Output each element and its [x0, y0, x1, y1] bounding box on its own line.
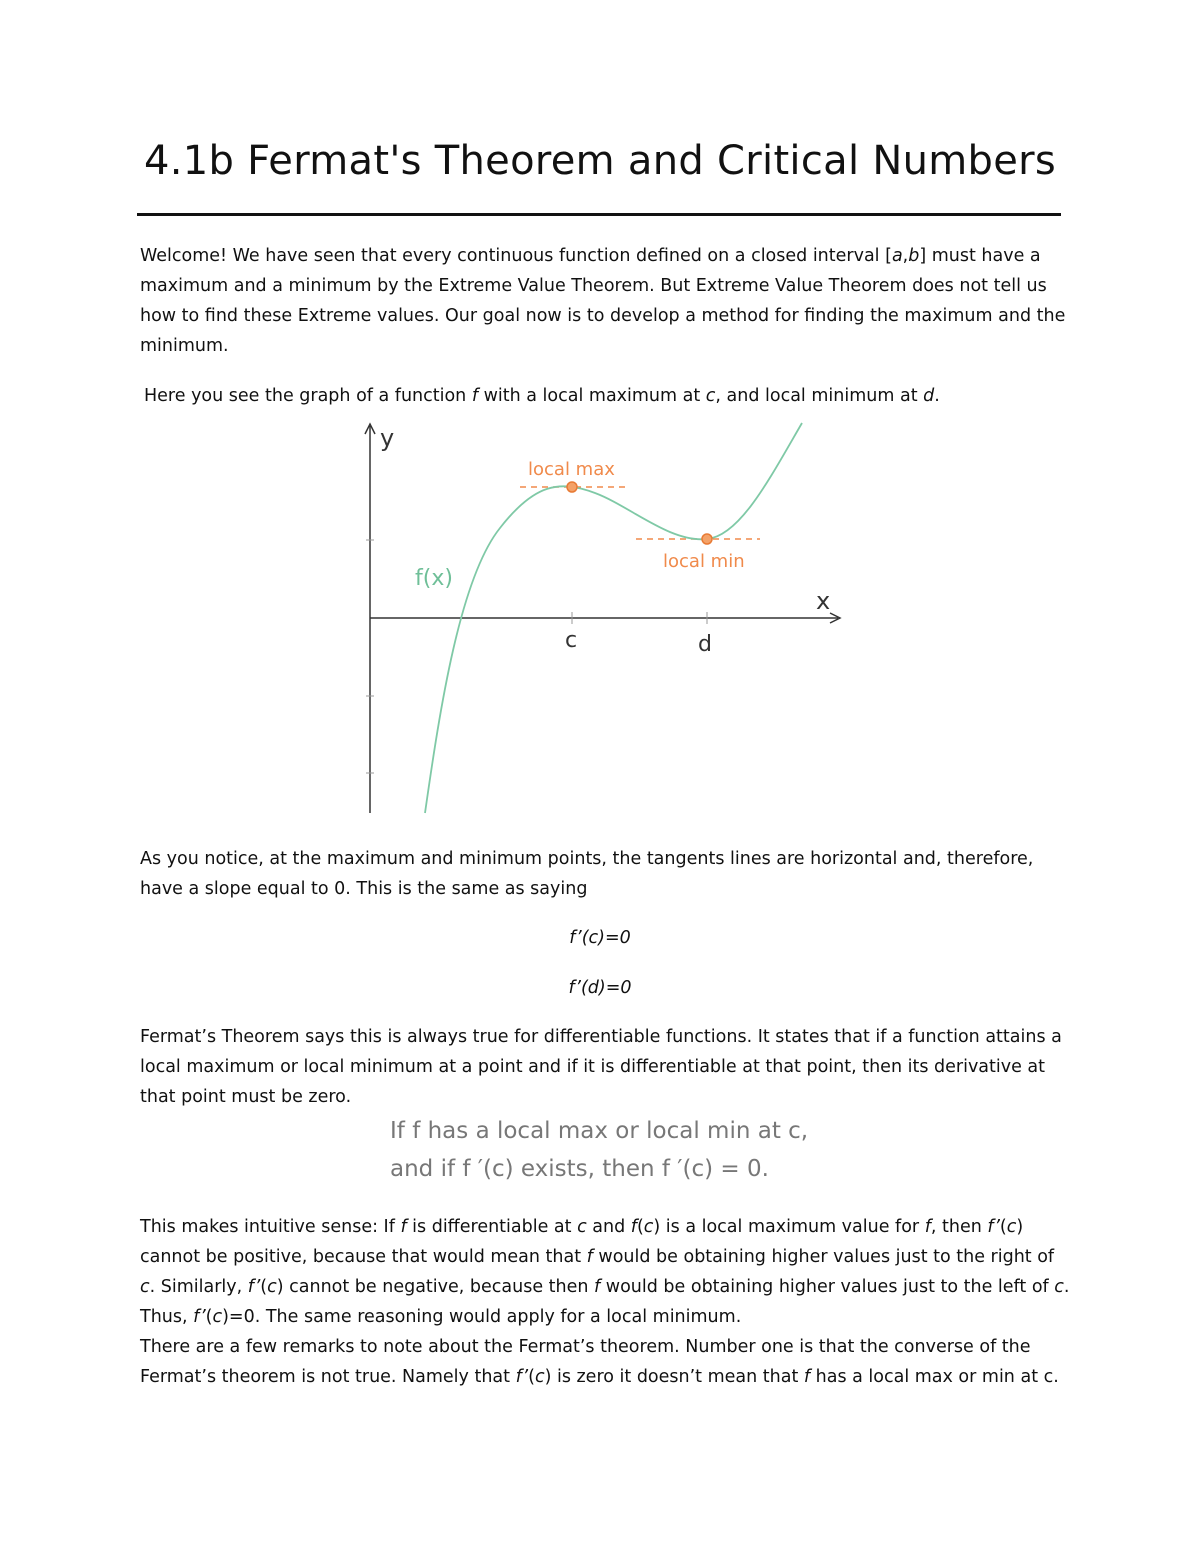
c-label: c: [565, 628, 578, 653]
theorem-line-2: and if f ′(c) exists, then f ′(c) = 0.: [390, 1156, 769, 1182]
local-max-point: [567, 482, 577, 492]
theorem-statement: [390, 1112, 890, 1188]
graph-caption: Here you see the graph of a function f with a local maximum at c, and local minimum at d.: [144, 386, 940, 406]
fermat-paragraph: Fermat’s Theorem says this is always true for differentiable functions. It states that if a function attains a local maximum or local minimum at a point and if it is differentiable at that point, then its derivative at that point must be zero.: [140, 1027, 1062, 1107]
x-axis-label: x: [816, 587, 831, 615]
intuition-paragraph: This makes intuitive sense: If f is differentiable at c and f(c) is a local maximum value for f, then f’(c) cannot be positive, because that would mean that f would be obtaining higher values just to the right of c. Similarly, f’(c) cannot be negative, because then f would be obtaining higher values just to the left of c. Thus, f’(c)=0. The same reasoning would apply for a local minimum.: [140, 1217, 1070, 1327]
equation-c: f’(c)=0: [569, 928, 631, 948]
d-label: d: [698, 632, 712, 657]
function-graph: [340, 418, 860, 818]
notice-paragraph: As you notice, at the maximum and minimum points, the tangents lines are horizontal and, therefore, have a slope equal to 0. This is the same as saying: [140, 849, 1034, 899]
theorem-line-1: If f has a local max or local min at c,: [390, 1118, 809, 1144]
intro-paragraph: Welcome! We have seen that every continuous function defined on a closed interval [a,b] must have a maximum and a minimum by the Extreme Value Theorem. But Extreme Value Theorem does not tell us how to find these Extreme values. Our goal now is to develop a method for finding the maximum and the minimum.: [140, 246, 1066, 356]
equation-d: f’(d)=0: [568, 978, 632, 998]
page-title: 4.1b Fermat's Theorem and Critical Numbers: [143, 138, 1057, 184]
y-axis-label: y: [380, 424, 395, 452]
local-min-label: local min: [663, 551, 745, 572]
function-label: f(x): [415, 566, 453, 591]
local-max-label: local max: [528, 459, 615, 480]
remarks-paragraph: There are a few remarks to note about the Fermat’s theorem. Number one is that the converse of the Fermat’s theorem is not true. Namely that f’(c) is zero it doesn’t mean that f has a local max or min at c.: [140, 1337, 1059, 1387]
title-divider: [137, 213, 1061, 216]
local-min-point: [702, 534, 712, 544]
